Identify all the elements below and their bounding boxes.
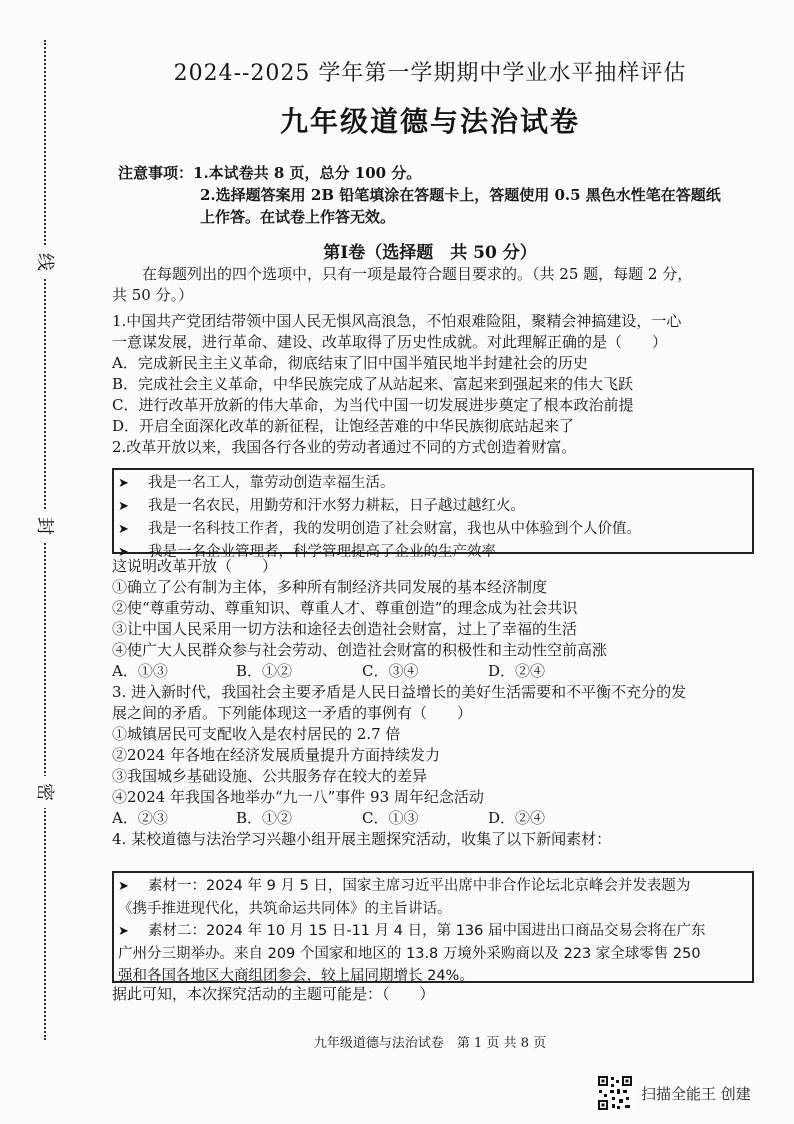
section-title: 第Ⅰ卷（选择题 共 50 分）	[323, 243, 537, 263]
notice-block	[118, 162, 758, 228]
exam-term-title: 2024--2025 学年第一学期期中学业水平抽样评估	[173, 61, 687, 86]
q1-option-d: D．开启全面深化改革的新征程，让饱经苦难的中华民族彻底站起来了	[112, 417, 575, 435]
q2-statement-2: ②使“尊重劳动、尊重知识、尊重人才、尊重创造”的理念成为社会共识	[112, 599, 578, 617]
exam-subject-title: 九年级道德与法治试卷	[279, 105, 580, 138]
notice-line-3: 上作答。在试卷上作答无效。	[200, 208, 396, 226]
q2-quote-box	[112, 468, 754, 560]
q3-statement-1: ①城镇居民可支配收入是农村居民的 2.7 倍	[112, 725, 401, 743]
margin-char-mi: 密	[28, 776, 60, 808]
q3-option-a: A．②③	[112, 809, 168, 827]
q4-stem: 4. 某校道德与法治学习兴趣小组开展主题探究活动，收集了以下新闻素材：	[112, 830, 612, 848]
q2-statement-4: ④使广大人民群众参与社会劳动、创造社会财富的积极性和主动性空前高涨	[112, 641, 608, 659]
q1-option-b: B．完成社会主义革命，中华民族完成了从站起来、富起来到强起来的伟大飞跃	[112, 375, 634, 393]
q3-statement-4: ④2024 年我国各地举办“九一八”事件 93 周年纪念活动	[112, 788, 484, 806]
q3-stem-line-2: 展之间的矛盾。下列能体现这一矛盾的事例有（ ）	[112, 704, 473, 722]
q2-option-d: D．②④	[488, 662, 546, 680]
q1-stem-line-2: 一意谋发展，进行革命、建设、改革取得了历史性成就。对此理解正确的是（ ）	[112, 333, 668, 351]
q3-statement-3: ③我国城乡基础设施、公共服务存在较大的差异	[112, 767, 428, 785]
q4-ask: 据此可知，本次探究活动的主题可能是：（ ）	[112, 985, 435, 1003]
q2-box-line-2: ➤ 我是一名农民，用勤劳和汗水努力耕耘，日子越过越红火。	[118, 495, 748, 518]
q2-box-line-4: ➤ 我是一名企业管理者，科学管理提高了企业的生产效率	[118, 541, 748, 564]
q2-option-a: A．①③	[112, 662, 168, 680]
notice-line-2: 2.选择题答案用 2B 铅笔填涂在答题卡上，答题使用 0.5 黑色水性笔在答题纸	[200, 186, 721, 204]
arrow-bullet-icon: ➤	[118, 522, 129, 537]
q3-statement-2: ②2024 年各地在经济发展质量提升方面持续发力	[112, 746, 440, 764]
arrow-bullet-icon: ➤	[118, 545, 129, 560]
watermark-text: 扫描全能王 创建	[641, 1085, 751, 1103]
q3-option-c: C．①③	[362, 809, 419, 827]
q4-box-line-1: ➤ 素材一：2024 年 9 月 5 日，国家主席习近平出席中非合作论坛北京峰会并发表题为	[118, 875, 748, 898]
arrow-bullet-icon: ➤	[118, 499, 129, 514]
q2-options	[112, 661, 762, 682]
intro-line-1: 在每题列出的四个选项中，只有一项是最符合题目要求的。（共 25 题，每题 2 分，	[112, 265, 693, 283]
q2-statement-1: ①确立了公有制为主体，多种所有制经济共同发展的基本经济制度	[112, 578, 548, 596]
q4-box-line-5: 强和各国各地区大商组团参会，较上届同期增长 24%。	[118, 968, 474, 984]
q1-stem-line-1: 1.中国共产党团结带领中国人民无惧风高浪急，不怕艰难险阻，聚精会神搞建设，一心	[112, 312, 682, 330]
qr-code-icon	[597, 1075, 633, 1111]
q2-ask: 这说明改革开放（ ）	[112, 557, 278, 575]
q2-stem: 2.改革开放以来，我国各行各业的劳动者通过不同的方式创造着财富。	[112, 438, 577, 456]
margin-char-xian: 线	[28, 246, 60, 278]
q4-material-box	[112, 871, 754, 983]
q1-option-c: C．进行改革开放新的伟大革命，为当代中国一切发展进步奠定了根本政治前提	[112, 396, 634, 414]
q2-box-line-1: ➤ 我是一名工人，靠劳动创造幸福生活。	[118, 472, 748, 495]
arrow-bullet-icon: ➤	[118, 924, 129, 939]
q3-options	[112, 808, 762, 829]
margin-char-feng: 封	[28, 510, 60, 542]
q1-option-a: A．完成新民主主义革命，彻底结束了旧中国半殖民地半封建社会的历史	[112, 354, 588, 372]
q2-box-line-3: ➤ 我是一名科技工作者，我的发明创造了社会财富，我也从中体验到个人价值。	[118, 518, 748, 541]
q3-stem-line-1: 3. 进入新时代，我国社会主要矛盾是人民日益增长的美好生活需要和不平衡不充分的发	[112, 683, 687, 701]
question-1	[112, 311, 762, 458]
arrow-bullet-icon: ➤	[118, 476, 129, 491]
q4-box-line-4: 广州分三期举办。来自 209 个国家和地区的 13.8 万境外采购商以及 223 家全球零售 250	[118, 946, 701, 962]
q2-statement-3: ③让中国人民采用一切方法和途径去创造社会财富，过上了幸福的生活	[112, 620, 578, 638]
arrow-bullet-icon: ➤	[118, 879, 129, 894]
q2-option-c: C．③④	[362, 662, 419, 680]
section-intro	[112, 264, 762, 306]
q4-ask-block	[112, 984, 762, 1005]
intro-line-2: 共 50 分。）	[112, 286, 194, 304]
notice-line-1: 注意事项：1.本试卷共 8 页，总分 100 分。	[118, 164, 422, 182]
page-footer: 九年级道德与法治试卷 第 1 页 共 8 页	[313, 1036, 547, 1051]
scanner-watermark	[597, 1075, 787, 1115]
q2-option-b: B．①②	[236, 662, 293, 680]
q4-box-line-3: ➤ 素材二：2024 年 10 月 15 日-11 月 4 日，第 136 届中国进出口商品交易会将在广东	[118, 920, 748, 943]
question-2-body	[112, 556, 762, 850]
q3-option-d: D．②④	[488, 809, 546, 827]
q3-option-b: B．①②	[236, 809, 293, 827]
q4-box-line-2: 《携手推进现代化，共筑命运共同体》的主旨讲话。	[118, 901, 452, 917]
